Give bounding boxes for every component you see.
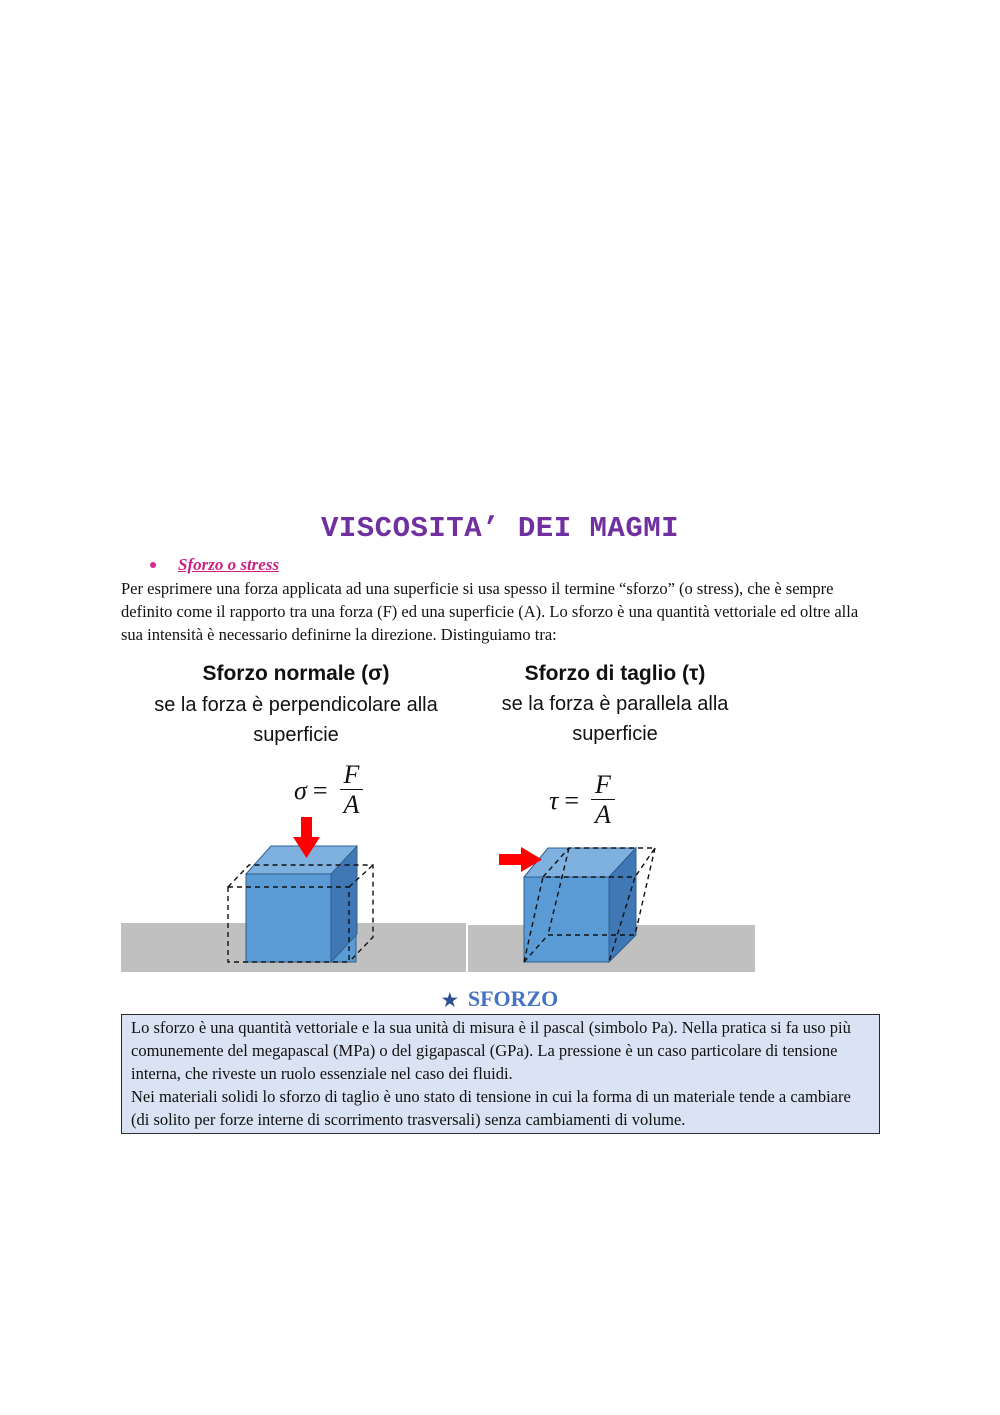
numerator: F <box>594 770 611 799</box>
normal-stress-formula <box>294 761 363 820</box>
shear-stress-cube <box>524 848 636 962</box>
shear-stress-heading: Sforzo di taglio (τ) <box>524 662 706 685</box>
tau-symbol: τ <box>549 785 559 815</box>
info-paragraph-2: Nei materiali solidi lo sforzo di taglio è uno stato di tensione in cui la forma di un materiale tende a cambiare (di solito per forze interne di scorrimento trasversali) senza cambiamenti di volume. <box>131 1087 851 1129</box>
fraction <box>340 761 364 820</box>
normal-desc-line1: se la forza è perpendicolare alla <box>154 694 438 716</box>
page-title: VISCOSITA’ DEI MAGMI <box>320 512 680 545</box>
star-icon: ★ <box>441 990 458 1010</box>
normal-stress-desc <box>121 690 471 750</box>
normal-desc-line2: superficie <box>253 724 339 746</box>
shear-desc-line2: superficie <box>572 723 658 745</box>
info-box <box>121 1014 880 1134</box>
equals-sign: = <box>564 785 579 815</box>
stress-figure <box>121 655 761 980</box>
shear-stress-desc <box>464 689 766 749</box>
shear-stress-formula <box>549 771 615 830</box>
denominator: A <box>340 789 364 820</box>
equals-sign: = <box>312 775 328 805</box>
section-heading <box>0 986 1000 1012</box>
info-paragraph-1: Lo sforzo è una quantità vettoriale e la sua unità di misura è il pascal (simbolo Pa). Nella pratica si fa uso più comunemente del megapascal (MPa) o del gigapascal (GPa). La pressione è un caso particolare di tensione interna, che riveste un ruolo essenziale nel caso dei fluidi. <box>131 1018 851 1083</box>
section-heading-label: SFORZO <box>467 986 559 1011</box>
bullet-icon <box>150 562 156 568</box>
sigma-symbol: σ <box>294 775 307 805</box>
bullet-label: Sforzo o stress <box>178 555 280 574</box>
normal-stress-heading: Sforzo normale (σ) <box>202 662 390 685</box>
intro-paragraph: Per esprimere una forza applicata ad una superficie si usa spesso il termine “sforzo” (o stress), che è sempre definito come il rapporto tra una forza (F) ed una superficie (A). Lo sforzo è una quantità vettoriale ed oltre alla sua intensità è necessario definirne la direzione. Distinguiamo tra: <box>121 579 859 644</box>
numerator: F <box>343 760 360 789</box>
fraction <box>591 771 615 830</box>
bullet-item <box>150 555 279 575</box>
denominator: A <box>591 799 615 830</box>
shear-desc-line1: se la forza è parallela alla <box>501 693 729 715</box>
normal-stress-cube <box>246 846 357 962</box>
